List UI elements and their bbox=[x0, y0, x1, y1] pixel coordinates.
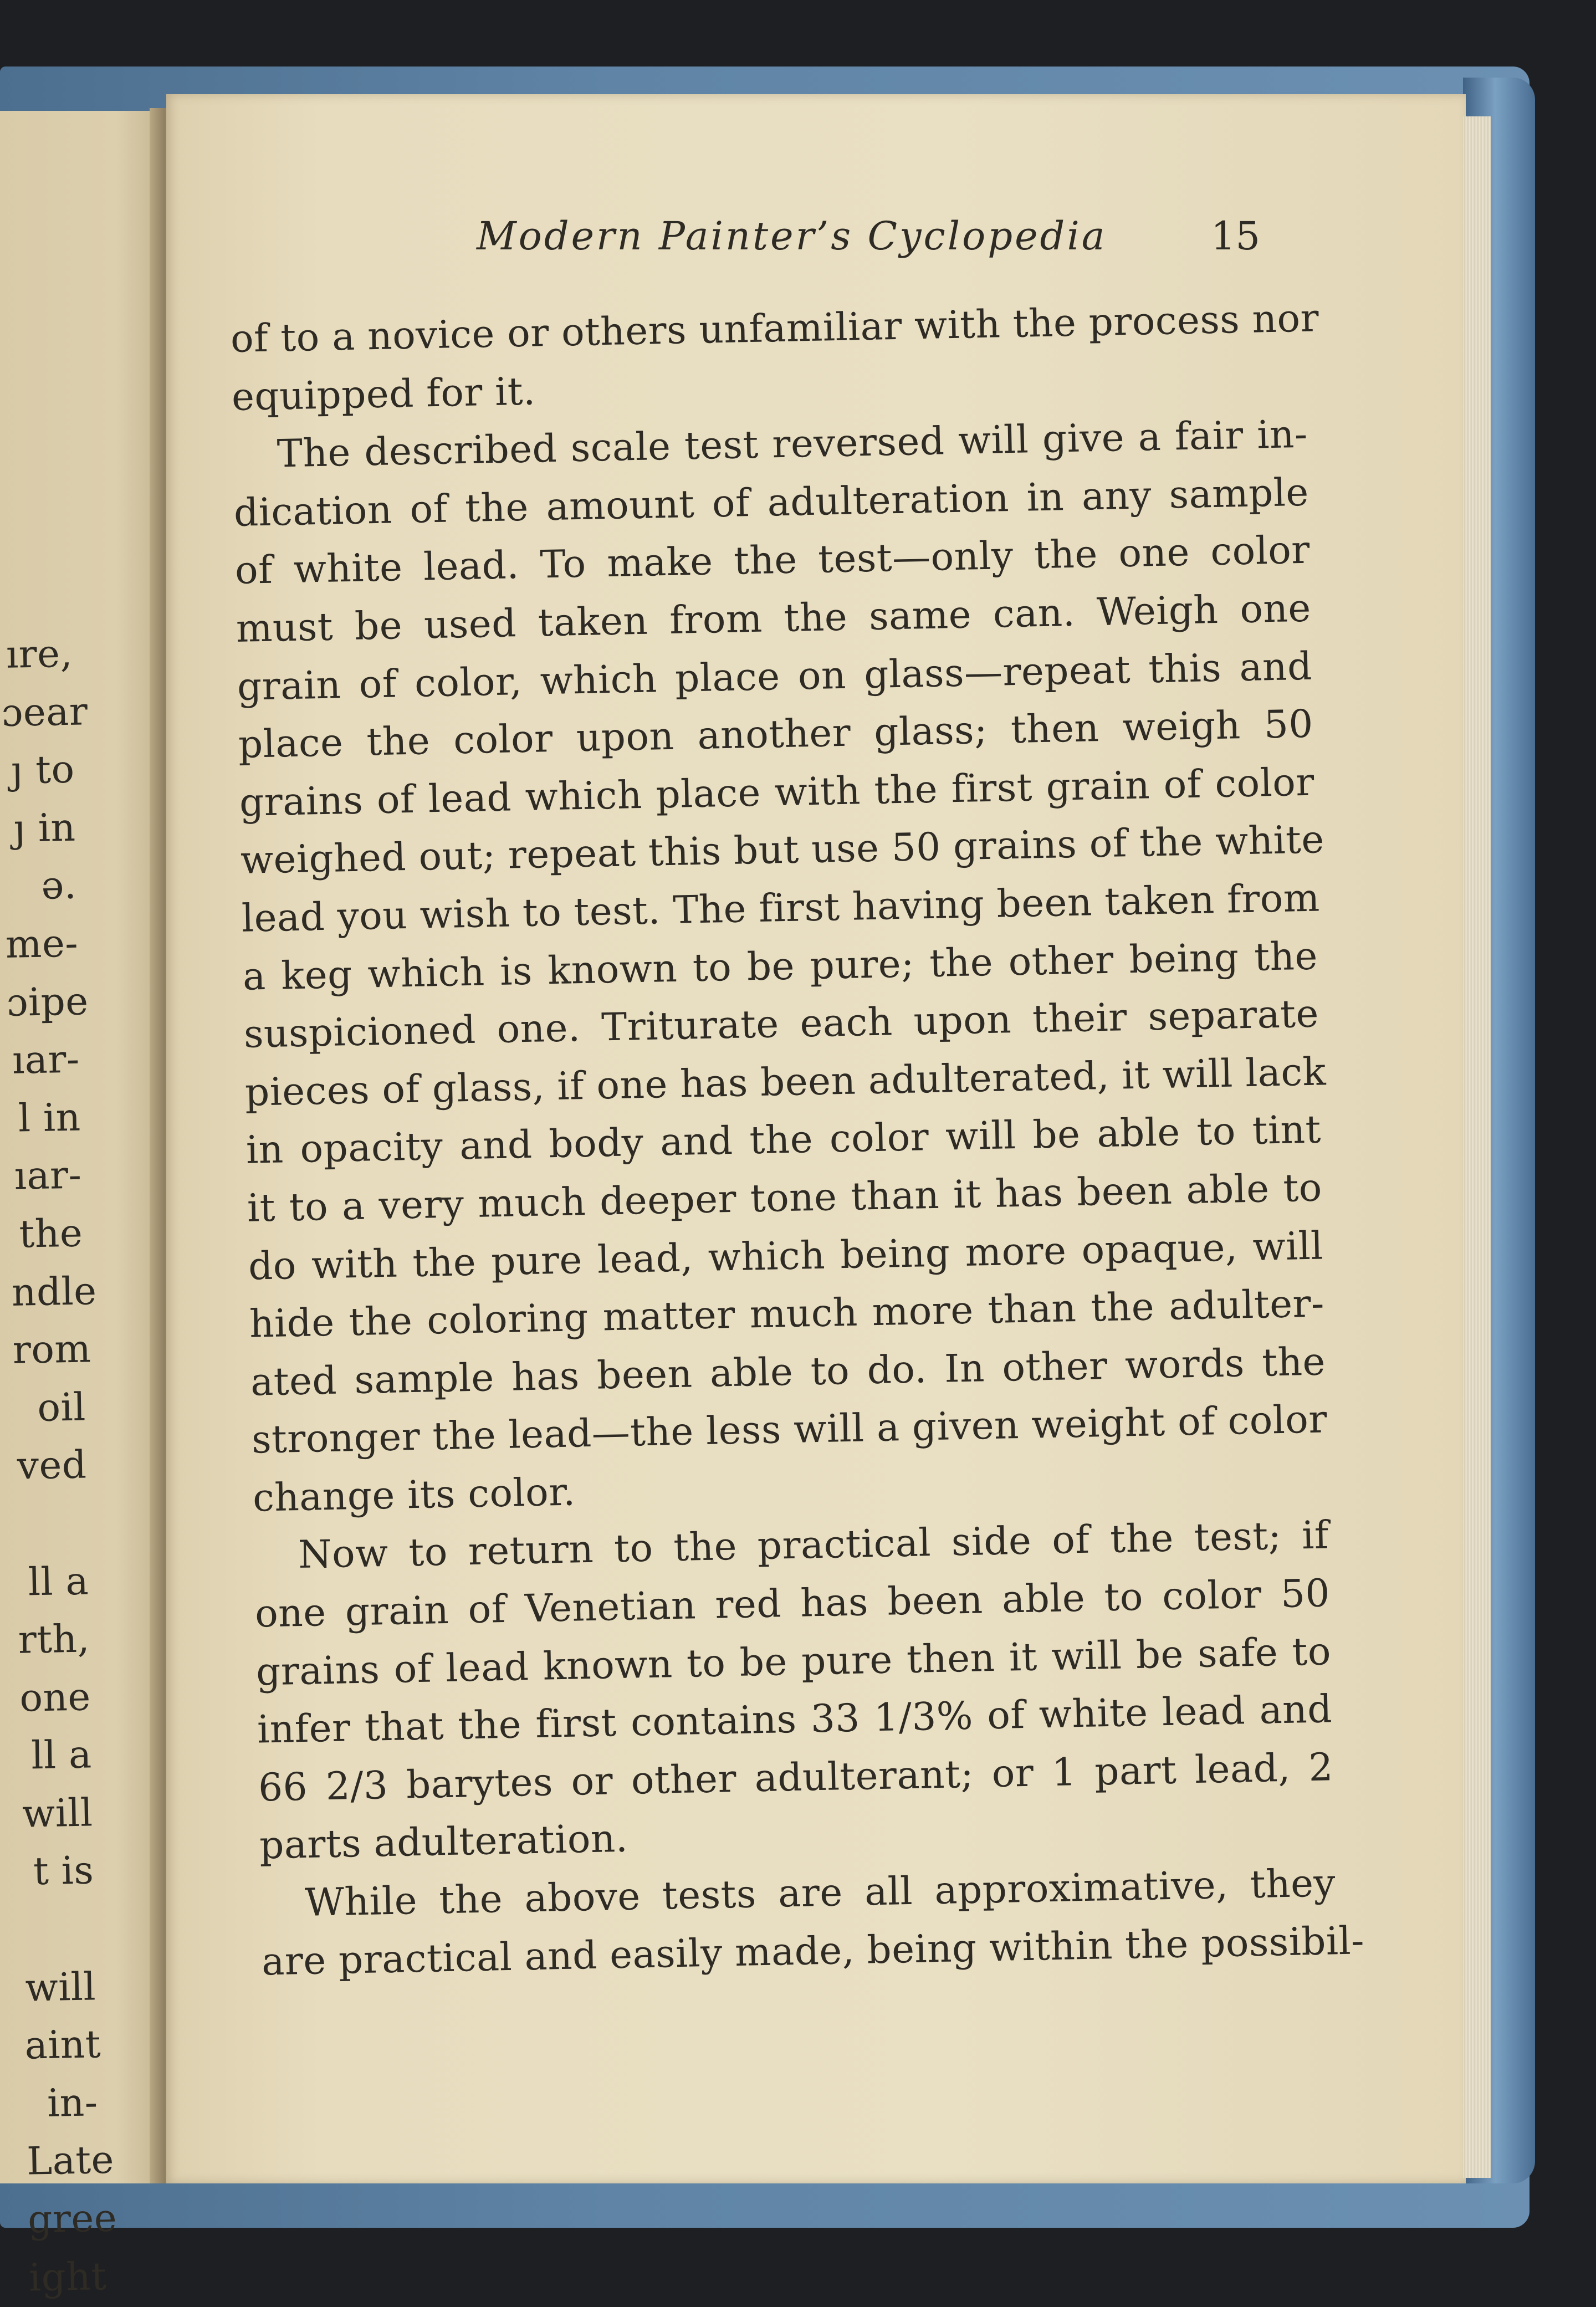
facing-page-line: ɔear bbox=[1, 689, 89, 735]
text-line: grains of lead which place with the first grain of color bbox=[239, 760, 1315, 825]
facing-page-line: ıar- bbox=[12, 1037, 80, 1083]
text-line: are practical and easily made, being within the possibil- bbox=[261, 1918, 1365, 1984]
facing-page-line: ll a bbox=[30, 1732, 93, 1778]
facing-page-line: rom bbox=[12, 1327, 91, 1373]
page-edges bbox=[1463, 116, 1491, 2178]
text-line: grain of color, which place on glass—repeat this and bbox=[237, 644, 1313, 709]
page-number: 15 bbox=[1211, 213, 1261, 259]
facing-page-line: ȷ to bbox=[11, 747, 75, 793]
facing-page-line: ıre, bbox=[6, 631, 73, 677]
facing-page-line bbox=[15, 1494, 88, 1553]
text-line: suspicioned one. Triturate each upon their separate bbox=[243, 991, 1319, 1057]
text-line: 66 2/3 barytes or other adulterant; or 1 part lead, 2 bbox=[258, 1745, 1334, 1810]
facing-page-text bbox=[0, 625, 117, 2307]
facing-page-line: the bbox=[18, 1211, 83, 1257]
facing-page-line: rth, bbox=[18, 1617, 90, 1663]
text-line: parts adulteration. bbox=[259, 1817, 628, 1868]
text-line: Now to return to the practical side of the test; if bbox=[298, 1513, 1329, 1578]
facing-page-line: in- bbox=[47, 2080, 99, 2126]
text-line: of to a novice or others unfamiliar with the process nor bbox=[230, 296, 1319, 361]
text-line: The described scale test reversed will give a fair in- bbox=[277, 412, 1308, 477]
facing-page-line: will bbox=[22, 1791, 94, 1837]
facing-page-line: ıar- bbox=[14, 1153, 83, 1199]
text-line: do with the pure lead, which being more opaque, will bbox=[248, 1223, 1324, 1289]
text-line: equipped for it. bbox=[231, 369, 536, 420]
facing-page-line: one bbox=[19, 1675, 91, 1721]
text-line: While the above tests are all approximative, they bbox=[304, 1861, 1336, 1925]
text-line: stronger the lead—the less will a given weight of color bbox=[251, 1397, 1328, 1462]
facing-page-line: t is bbox=[33, 1848, 94, 1894]
text-line: must be used taken from the same can. Weigh one bbox=[236, 586, 1312, 651]
text-line: a keg which is known to be pure; the other being the bbox=[242, 934, 1318, 999]
text-line: infer that the first contains 33 1/3% of white lead and bbox=[257, 1687, 1333, 1752]
facing-page-line: l in bbox=[18, 1095, 81, 1141]
facing-page-line bbox=[22, 1900, 95, 1959]
text-line: one grain of Venetian red has been able to color 50 bbox=[254, 1571, 1331, 1636]
text-line: of white lead. To make the test—only the one color bbox=[234, 528, 1311, 594]
facing-page-line: Late bbox=[26, 2138, 115, 2185]
text-line: it to a very much deeper tone than it has been able to bbox=[247, 1165, 1323, 1231]
running-title: Modern Painter’s Cyclopedia bbox=[477, 213, 1107, 259]
facing-page-line: ə. bbox=[40, 863, 77, 909]
text-line: change its color. bbox=[252, 1470, 576, 1521]
text-line: in opacity and body and the color will be able to tint bbox=[245, 1107, 1322, 1173]
facing-page-line: ight bbox=[28, 2254, 108, 2300]
facing-page-line: oil bbox=[37, 1385, 86, 1430]
text-line: lead you wish to test. The first having been taken from bbox=[241, 876, 1321, 941]
text-line: pieces of glass, if one has been adulterated, it will lack bbox=[244, 1050, 1327, 1115]
text-line: ated sample has been able to do. In other words the bbox=[250, 1339, 1326, 1405]
facing-page bbox=[0, 111, 166, 2300]
facing-page-line: ved bbox=[17, 1442, 88, 1488]
facing-page-line: gree bbox=[27, 2196, 117, 2242]
facing-page-line: me- bbox=[5, 921, 79, 967]
facing-page-line: aint bbox=[24, 2022, 101, 2068]
body-text bbox=[230, 290, 1365, 1991]
text-line: hide the coloring matter much more than the adulter- bbox=[249, 1281, 1325, 1347]
facing-page-line: ll a bbox=[28, 1558, 89, 1604]
facing-page-line: ɔipe bbox=[6, 979, 89, 1025]
running-header bbox=[166, 213, 1466, 269]
text-line: grains of lead known to be pure then it will be safe to bbox=[255, 1629, 1332, 1695]
facing-page-line: ndle bbox=[11, 1268, 98, 1315]
facing-page-line: ȷ in bbox=[13, 805, 76, 851]
facing-page-line: will bbox=[24, 1965, 96, 2011]
text-line: place the color upon another glass; then weigh 50 bbox=[238, 702, 1314, 768]
text-line: weighed out; repeat this but use 50 grains of the white bbox=[240, 817, 1325, 883]
text-line: dication of the amount of adulteration in any sample bbox=[233, 470, 1309, 535]
